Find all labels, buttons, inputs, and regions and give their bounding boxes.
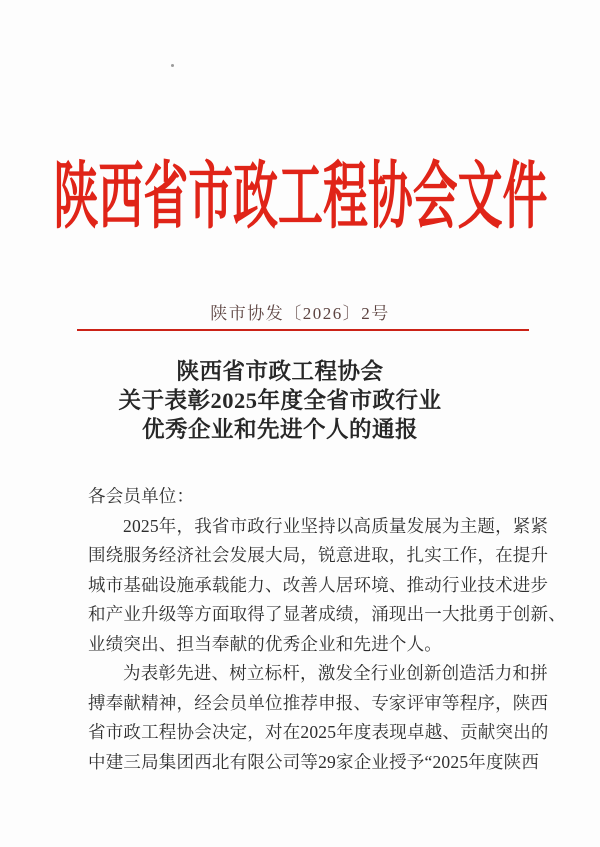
title-line-3: 优秀企业和先进个人的通报 [141, 417, 418, 442]
scan-artifact-dot [171, 64, 174, 67]
title-line-1: 陕西省市政工程协会 [176, 359, 384, 384]
body-text-line: 2025年，我省市政行业坚持以高质量发展为主题，紧紧 [123, 515, 549, 536]
body-text-line: 和产业升级等方面取得了显著成绩，涌现出一大批勇于创新、 [88, 604, 566, 624]
title-line-2: 关于表彰2025年度全省市政行业 [118, 388, 442, 413]
salutation: 各会员单位： [88, 486, 195, 506]
doc-number: 陕市协发〔2026〕2号 [210, 304, 390, 323]
body-text-line: 城市基础设施承载能力、改善人居环境、推动行业技术进步 [88, 574, 549, 595]
body-text-line: 搏奉献精神，经会员单位推荐申报、专家评审等程序，陕西 [88, 692, 549, 713]
body-text-line: 业绩突出、担当奉献的优秀企业和先进个人。 [88, 633, 442, 654]
body-text-line: 为表彰先进、树立标杆，激发全行业创新创造活力和拼 [123, 663, 548, 683]
body-text-line: 中建三局集团西北有限公司等29家企业授予“2025年度陕西 [88, 751, 540, 772]
document-title [55, 357, 505, 444]
letterhead-title: 陕西省市政工程协会文件 [53, 155, 547, 237]
body-text [88, 482, 566, 777]
body-text-line: 省市政工程协会决定，对在2025年度表现卓越、贡献突出的 [88, 722, 549, 742]
red-separator-line [77, 329, 529, 331]
letterhead [0, 148, 600, 244]
body-text-line: 围绕服务经济社会发展大局，锐意进取，扎实工作，在提升 [88, 545, 549, 565]
